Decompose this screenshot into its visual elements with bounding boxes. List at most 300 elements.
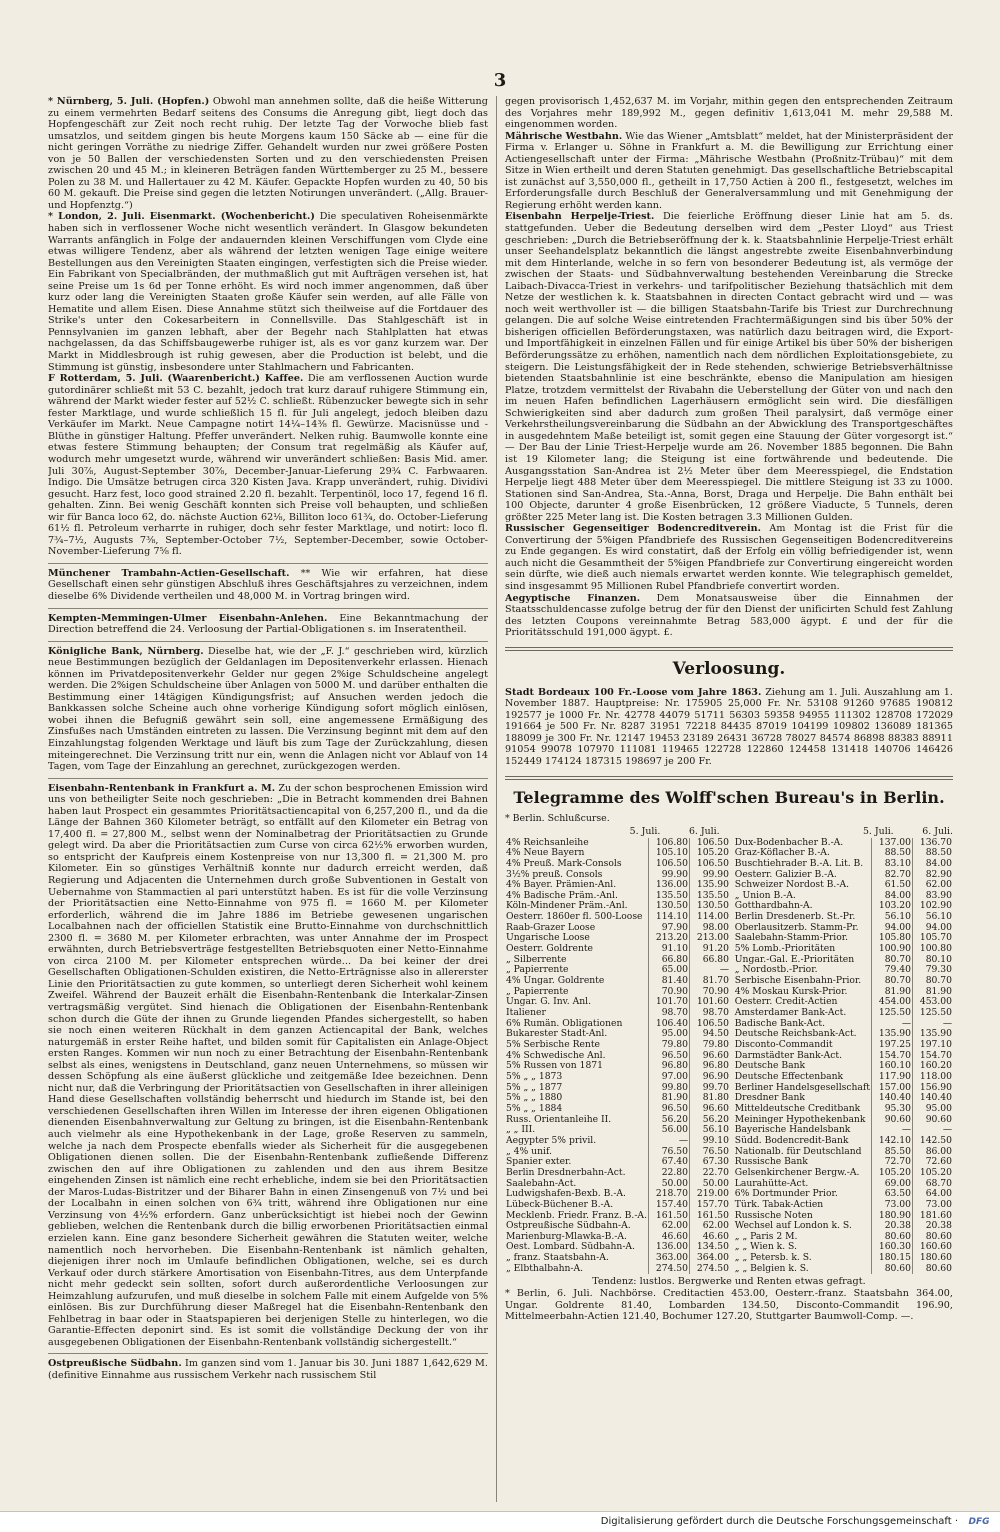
article-heading: Russischer Gegenseitiger Bodencreditverein. [505,523,762,535]
security-name: Darmstädter Bank-Act. [734,1050,843,1061]
price-july-5: 114.10 [649,912,690,923]
article-heading: Kempten-Memmingen-Ulmer Eisenbahn-Anlehen. [48,612,328,624]
quote-row [734,1008,953,1019]
security-name: „ Elbthalbahn-A. [506,1263,584,1274]
security-name: Ungar.-Gal. E.-Prioritäten [734,954,855,965]
article-text: Wie das Wiener „Amtsblatt“ meldet, hat der Ministerpräsident der Firma v. Erlanger u. Söhne in Frankfurt a. M. die Bewilligung zur Errichtung einer Actiengesellschaft unter der Firma: „Mährische Westbahn (Proßnitz-Trübau)“ mit dem Sitze in Wien ertheilt und deren Statuten genehmigt. Das gesellschaftliche Betriebscapital ist zunächst auf 3,550,000 fl., getheilt in 17,750 Actien à 200 fl., festgesetzt, welches im Erforderungsfalle durch Beschluß der Generalversammlung und mit Genehmigung der Regierung erhöht werden kann. [505,130,953,211]
security-name: Nationalb. für Deutschland [734,1146,862,1157]
quote-row [734,976,953,987]
price-july-5: 97.90 [649,923,690,934]
security-name: Deutsche Bank [734,1061,806,1072]
price-july-6: 157.70 [690,1200,731,1211]
quote-row [505,955,730,966]
date-col-2: 6. Juli. [688,825,720,837]
price-july-5: 81.90 [872,987,913,998]
price-july-5: 83.10 [872,859,913,870]
price-july-6: 105.20 [913,1168,954,1179]
quote-row [734,1147,953,1158]
security-name: 4% Moskau Kursk-Prior. [734,986,848,997]
article-separator [48,641,488,642]
price-july-6: 161.50 [690,1211,731,1222]
security-name: Mecklenb. Friedr. Franz. B.-A. [506,1210,647,1221]
price-july-6: 125.50 [913,1008,954,1019]
security-name: Raab-Grazer Loose [506,922,596,933]
quote-date-header [505,826,953,837]
quote-row [505,1125,730,1136]
quote-row [505,1051,730,1062]
price-july-5: 76.50 [649,1147,690,1158]
security-name: Deutsche Reichsbank-Act. [734,1029,857,1040]
security-name: „ Papierrente [506,965,569,976]
price-july-6: 76.50 [690,1147,731,1158]
price-july-6: 70.90 [690,987,731,998]
quote-row [505,1061,730,1072]
quote-row [505,997,730,1008]
price-july-5: 81.90 [649,1093,690,1104]
price-july-6: 98.70 [690,1008,731,1019]
article-text: gegen provisorisch 1,452,637 M. im Vorjahr, mithin gegen den entsprechenden Zeitraum des Vorjahres mehr 189,992 M., gegen definitiv 1,613,041 M. mehr 29,588 M. eingenommen worden. [505,96,953,131]
security-name: „ Nordostb.-Prior. [734,965,818,976]
quote-row [505,1264,730,1275]
quote-row [734,1136,953,1147]
security-name: Russische Bank [734,1157,808,1168]
price-july-6: 80.60 [913,1264,954,1275]
security-name: Oest. Lombard. Südbahn-A. [506,1242,635,1253]
price-july-6: 79.30 [913,965,954,976]
quote-row [505,965,730,976]
security-name: „ Silberrente [506,954,567,965]
price-july-5: 105.20 [872,1168,913,1179]
quote-row [734,955,953,966]
article-text: Die am verflossenen Auction wurde gutordinärer schließt mit 53 C. bezahlt, jedoch trat kurz darauf ruhigere Stimmung ein, während der Markt wieder fester auf 52½ C. schließt. Rübenzucker bewegte sich in sehr fester Marktlage, und wurde schließlich 15 fl. für Juli angelegt, jedoch bleiben dazu Verkäufer im Markt. Neue Campagne notirt 14¼–14⅜ fl. Gewürze. Macisnüsse und -Blüthe in günstiger Haltung. Pfeffer unverändert. Nelken ruhig. Baumwolle konnte eine etwas festere Stimmung behaupten; der Consum trat regelmäßig als Käufer auf, wodurch mehr umgesetzt wurde, während wir unverändert schließen: Basis Mid. amer. Juli 30⅞, August-September 30⅞, December-Januar-Lieferung 29¾ C. Farbwaaren. Indigo. Die Umsätze betrugen circa 320 Kisten Java. Krapp unverändert, ruhig. Dividivi gesucht. Harz fest, loco good strained 2.20 fl. bezahlt. Terpentinöl, loco 17, fegend 16 fl. gehalten. Zinn. Bei wenig Geschäft konnten sich Preise voll behaupten, und schließen wir für Banca loco 62, do. nächste Auction 62⅛, Billiton loco 61¾, do. October-Lieferung 61½ fl. Petroleum verharrte in ruhiger, doch sehr fester Marktlage, und notirt: loco fl. 7¾–7½, Augusts 7⅜, September-October 7½, September-December, sowie October-November-Lieferung 7⅝ fl. [48,373,488,558]
price-july-5: 154.70 [872,1051,913,1062]
price-july-6: 64.00 [913,1189,954,1200]
price-july-6: 81.70 [690,976,731,987]
price-july-6: 135.90 [690,880,731,891]
security-name: Gotthardbahn-A. [734,901,813,912]
quote-row [734,1115,953,1126]
article-heading: Eisenbahn-Rentenbank in Frankfurt a. M. [48,782,276,794]
article-heading: Königliche Bank, Nürnberg. [48,645,204,657]
quote-row [505,1168,730,1179]
security-name: Mitteldeutsche Creditbank [734,1103,861,1114]
section-divider [505,647,953,651]
price-july-5: 82.70 [872,870,913,881]
price-july-6: 453.00 [913,997,954,1008]
security-name: „ Union B.-A. [734,890,796,901]
security-name: Südd. Bodencredit-Bank [734,1135,849,1146]
price-july-6: 142.50 [913,1136,954,1147]
price-july-6: 96.60 [690,1051,731,1062]
price-july-5: 61.50 [872,880,913,891]
price-july-5: 157.00 [872,1083,913,1094]
security-name: Saalebahn-Stamm-Prior. [734,933,849,944]
quote-row [734,1179,953,1190]
security-name: Berlin Dresdnerbahn-Act. [506,1167,626,1178]
price-july-6: — [913,1125,954,1136]
article-text: Dieselbe hat, wie der „F. J.“ geschrieben wird, kürzlich neue Bestimmungen bezüglich der Geldanlagen im Depositenverkehr erlassen. Hienach können im Privatdepositenverkehr Gelder nur gegen 2%ige Schuldscheine angelegt werden. Die 2%igen Schuldscheine über Anlagen von 5000 M. und darüber enthalten die Bestimmung einer 14tägigen Kündigungsfrist; auf Ansuchen werden jedoch die Bankkassen solche Scheine auch ohne vorherige Kündigung sofort möglich einlösen, wobei ihnen die Befugniß gewährt sein soll, eine angemessene Ermäßigung des Zinsfußes nach Umständen eintreten zu lassen. Die Verzinsung beginnt mit dem auf den Einzahlungstag folgenden Werktage und läuft bis zum Tage der Zurückzahlung, diesen miteingerechnet. Die Verzinsung tritt nur ein, wenn die Anlagen nicht vor Ablauf von 14 Tagen, vom Tage der Einzahlung an gerechnet, zurückgezogen werden. [48,645,488,773]
price-july-6: 98.00 [690,923,731,934]
price-july-5: 140.40 [872,1093,913,1104]
article-text: Obwohl man annehmen sollte, daß die heiße Witterung zu einem vermehrten Bedarf seitens des Consums die Anregung gibt, liegt doch das Hopfengeschäft zur Zeit noch recht ruhig. Der letzte Tag der Vorwoche blieb fast umsatzlos, und seitdem gingen bis heute Morgens kaum 150 Säcke ab — eine für die nicht geringen Vorräthe zu niedrige Ziffer. Gehandelt wurden nur zwei größere Posten von je 50 Ballen der verschiedensten Sorten und zu den verschiedensten Preisen zwischen 20 und 45 M.; in kleineren Beträgen fanden Württemberger zu 25 M., bessere Polen zu 38 M. und Hallertauer zu 42 M. Käufer. Gepackte Hopfen wurden zu 40, 50 bis 60 M. gekauft. Die Preise sind gegen die letzten Notirungen unverändert. („Allg. Brauer- und Hopfenztg.“) [48,96,488,211]
price-july-5: 454.00 [872,997,913,1008]
security-name: Ostpreußische Südbahn-A. [506,1221,631,1232]
quote-table-left [505,838,730,1275]
price-july-5: 84.00 [872,891,913,902]
article-heading: Aegyptische Finanzen. [505,592,641,604]
article [505,593,953,639]
price-july-5: 80.60 [872,1232,913,1243]
price-july-6: 83.90 [913,891,954,902]
quote-row [734,1221,953,1232]
quote-row [734,848,953,859]
security-name: Dux-Bodenbacher B.-A. [734,837,844,848]
security-name: Meininger Hypothekenbank [734,1114,866,1125]
price-july-6: 364.00 [690,1253,731,1264]
price-july-5: 218.70 [649,1189,690,1200]
quote-row [505,1136,730,1147]
price-july-6: 156.90 [913,1083,954,1094]
security-name: Bukarester Stadt-Anl. [506,1029,608,1040]
article-heading: Münchener Trambahn-Actien-Gesellschaft. [48,567,290,579]
price-july-5: 97.00 [649,1072,690,1083]
security-name: „ franz. Staatsbahn-A. [506,1253,609,1264]
price-july-6: 99.10 [690,1136,731,1147]
price-july-6: 86.00 [913,1147,954,1158]
price-july-6: 96.80 [690,1061,731,1072]
security-name: Amsterdamer Bank-Act. [734,1008,847,1019]
security-name: 5% Serbische Rente [506,1040,600,1050]
section-divider [505,776,953,780]
page-number: 3 [493,70,507,91]
left-column [48,96,488,1502]
price-july-6: 114.00 [690,912,731,923]
price-july-5: 62.00 [649,1221,690,1232]
price-july-5: 67.40 [649,1157,690,1168]
price-july-5: 101.70 [649,997,690,1008]
security-name: 4% Bayer. Prämien-Anl. [506,880,617,891]
article-text: Im ganzen sind vom 1. Januar bis 30. Juni 1887 1,642,629 M. (definitive Einnahme aus russischem Verkehr nach russischem Stil [48,1358,488,1381]
price-july-5: 135.90 [872,1029,913,1040]
security-name: Russ. Orientanleihe II. [506,1114,612,1125]
price-july-5: 136.00 [649,1242,690,1253]
article [48,373,488,558]
security-name: Ungar. G. Inv. Anl. [506,997,591,1008]
closing-report: * Berlin, 6. Juli. Nachbörse. Creditactien 453.00, Oesterr.-franz. Staatsbahn 364.00, Ungar. Goldrente 81.40, Lombarden 134.50, Disconto-Commandit 196.90, Mittelmeerbahn-Actien 121.40, Bochumer 127.20, Stuttgarter Baumwoll-Comp. —. [505,1287,953,1323]
security-name: Ludwigshafen-Bexb. B.-A. [506,1189,626,1200]
price-july-5: 80.70 [872,976,913,987]
security-name: „ „ III. [506,1125,536,1136]
article [48,96,488,211]
quote-row [734,1168,953,1179]
quote-row [734,1093,953,1104]
price-july-5: 103.20 [872,901,913,912]
right-column [505,96,953,1502]
quote-row [734,1200,953,1211]
article-text: Am Montag ist die Frist für die Convertirung der 5%igen Pfandbriefe des Russischen Gegenseitigen Bodencreditvereins zu Ende gegangen. Es wird constatirt, daß der Erfolg ein völlig befriedigender ist, wenn auch nicht die Gesammtheit der 5%igen Pfandbriefe zur Convertirung eingereicht worden sein dürfte, wie dieß auch niemals erwartet werden konnte. Wie telegraphisch gemeldet, sind insgesammt 95 Millionen Rubel Pfandbriefe convertirt worden. [505,523,953,592]
price-july-5: 160.10 [872,1061,913,1072]
price-july-6: 94.00 [913,923,954,934]
security-name: 6% Rumän. Obligationen [506,1018,623,1029]
price-july-6: 102.90 [913,901,954,912]
price-july-6: 180.60 [913,1253,954,1264]
security-name: 5% „ „ 1884 [506,1103,563,1114]
quote-table-right [734,838,953,1275]
price-july-5: 125.50 [872,1008,913,1019]
security-name: Italiener [506,1008,546,1019]
price-july-6: 140.40 [913,1093,954,1104]
quote-row [734,870,953,881]
quote-row [505,1200,730,1211]
quote-row [734,944,953,955]
security-name: Badische Bank-Act. [734,1018,826,1029]
price-july-6: 66.80 [690,955,731,966]
article-heading: Mährische Westbahn. [505,130,623,142]
price-july-6: 72.60 [913,1157,954,1168]
article [48,646,488,773]
date-col-1: 5. Juli. [862,825,894,837]
quote-row [505,1040,730,1051]
article [505,211,953,523]
price-july-6: 90.60 [913,1115,954,1126]
price-july-5: 66.80 [649,955,690,966]
security-name: Köln-Mindener Präm.-Anl. [506,901,628,912]
dfg-logo: DFG [968,1517,990,1527]
article [48,211,488,373]
price-july-5: 96.80 [649,1061,690,1072]
price-july-6: — [913,1019,954,1030]
article-heading: Ostpreußische Südbahn. [48,1358,182,1370]
price-july-6: 81.90 [913,987,954,998]
price-july-6: 96.90 [690,1072,731,1083]
price-july-5: 106.40 [649,1019,690,1030]
date-columns-left [630,826,720,837]
price-july-5: 160.30 [872,1242,913,1253]
article-heading: Eisenbahn Herpelje-Triest. [505,211,655,223]
article-separator [48,608,488,609]
article-text: Dem Monatsausweise über die Einnahmen der Staatsschuldencasse zufolge betrug der für den Dienst der unificirten Schuld fest Zahlung des letzten Coupons vereinnahmte Betrag 583,000 ägypt. £ und der für die Prioritätsschuld 191,000 ägypt. £. [505,592,953,639]
price-july-6: 160.20 [913,1061,954,1072]
article-text: Die speculativen Roheisenmärkte haben sich in verflossener Woche nicht wesentlich verändert. In Glasgow bekundeten Warrants anfänglich in Folge der andauernden kleinen Verschiffungen vom Clyde eine etwas willigere Tendenz, aber als während der letzten wenigen Tage einige weitere Bestellungen aus den Vereinigten Staaten eingingen, verfestigten sich die Preise wieder. Ein Fabrikant von Specialbränden, der muthmaßlich gut mit Aufträgen versehen ist, hat seine Preise um 1s 6d per Tonne erhöht. Es wird noch immer angenommen, daß über kurz oder lang die Vereinigten Staaten große Käufer sein werden, auf alle Fälle von Hematite und allem Eisen. Diese Annahme stützt sich theilweise auf die Fortdauer des Strike's unter den Cokesarbeitern in Connellsville. Das Stahlgeschäft ist in Pennsylvanien im ganzen lebhaft, aber der Begehr nach Stahlplatten hat etwas nachgelassen, da das Schiffsbaugewerbe ruhiger ist, als es vor ganz kurzem war. Der Markt in Middlesbrough ist ruhig gewesen, aber die Production ist belebt, und die Stimmung ist günstig, insbesondere unter Stahlmachern und Fabricanten. [48,211,488,373]
price-july-5: 99.90 [649,870,690,881]
price-july-6: 91.20 [690,944,731,955]
right-articles [505,96,953,639]
security-name: Deutsche Effectenbank [734,1071,844,1082]
quote-row [505,1211,730,1222]
quote-row [505,1093,730,1104]
price-july-6: 106.50 [690,838,731,849]
security-name: „ „ Paris 2 M. [734,1231,798,1242]
price-july-6: 79.80 [690,1040,731,1051]
price-july-6: 134.50 [690,1242,731,1253]
price-july-5: 20.38 [872,1221,913,1232]
security-name: Oesterr. Galizier B.-A. [734,869,837,880]
security-name: 5% „ „ 1873 [506,1071,563,1082]
security-name: Oberlausitzerb. Stamm-Pr. [734,922,859,933]
article-separator [48,778,488,779]
security-name: 3½% preuß. Consols [506,869,603,880]
security-name: 4% Badische Präm.-Anl. [506,890,618,901]
price-july-5: 73.00 [872,1200,913,1211]
price-july-6: 99.90 [690,870,731,881]
security-name: „ Papierrente [506,986,569,997]
price-july-5: 180.15 [872,1253,913,1264]
security-name: Graz-Köflacher B.-A. [734,848,830,859]
price-july-6: 50.00 [690,1179,731,1190]
quote-row [505,976,730,987]
security-name: 6% Dortmunder Prior. [734,1189,838,1200]
price-july-5: 136.00 [649,880,690,891]
article [505,131,953,212]
security-name: Serbische Eisenbahn-Prior. [734,976,862,987]
verloosung-title: Verloosung. [672,658,786,679]
price-july-5: 142.10 [872,1136,913,1147]
price-july-6: 68.70 [913,1179,954,1190]
security-name: 5% Russen von 1871 [506,1061,603,1072]
quote-row [505,1221,730,1232]
price-july-5: 106.80 [649,838,690,849]
price-july-6: 95.00 [913,1104,954,1115]
security-name: „ „ Petersb. k. S. [734,1253,812,1264]
price-july-5: 157.40 [649,1200,690,1211]
price-july-6: 62.00 [690,1221,731,1232]
price-july-6: 106.50 [690,1019,731,1030]
price-july-5: 90.60 [872,1115,913,1126]
date-col-1: 5. Juli. [629,825,661,837]
security-name: Disconto-Commandit [734,1040,833,1050]
quote-row [505,1157,730,1168]
security-name: 4% Schwedische Anl. [506,1050,606,1061]
security-name: 5% „ „ 1877 [506,1082,563,1093]
security-name: 4% Reichsanleihe [506,837,589,848]
price-july-5: 81.40 [649,976,690,987]
price-july-6: 101.60 [690,997,731,1008]
price-july-6: 135.90 [913,1029,954,1040]
price-july-6: 105.20 [690,848,731,859]
security-name: 4% Ungar. Goldrente [506,976,605,987]
quote-row [505,1019,730,1030]
date-col-2: 6. Juli. [922,825,953,837]
price-july-6: 20.38 [913,1221,954,1232]
price-july-5: 94.00 [872,923,913,934]
price-july-6: 274.50 [690,1264,731,1275]
quote-row [505,1104,730,1115]
article [48,783,488,1349]
security-name: Oesterr. 1860er fl. 500-Loose [506,912,643,923]
quote-row [734,1211,953,1222]
quote-row [505,1115,730,1126]
price-july-5: 100.90 [872,944,913,955]
price-july-5: 63.50 [872,1189,913,1200]
quote-row [734,901,953,912]
quote-row [505,1029,730,1040]
article [48,568,488,603]
verloosung-text: Ziehung am 1. Juli. Auszahlung am 1. November 1887. Hauptpreise: Nr. 175905 25,000 Fr. Nr. 53108 91260 97685 190812 192577 je 1000 Fr. Nr. 42778 44079 51711 56303 59358 94955 111302 128708 172029 191664 je 500 Fr. Nr. 8287 31951 72218 84435 87019 104199 109802 136089 181365 188099 je 300 Fr. Nr. 12147 19453 23189 26431 36728 78027 84574 86898 88383 88911 91054 99078 107970 111081 119465 122728 122860 124458 131418 140706 146426 152449 174124 187315 198697 je 200 Fr. [505,686,953,767]
quote-subheading: * Berlin. Schlußcurse. [505,812,610,824]
price-july-5: 96.50 [649,1051,690,1062]
price-july-5: 80.60 [872,1264,913,1275]
price-july-5: 85.50 [872,1147,913,1158]
security-name: Laurahütte-Act. [734,1178,809,1189]
quote-row [505,933,730,944]
security-name: Lübeck-Büchener B.-A. [506,1199,614,1210]
article-heading: F Rotterdam, 5. Juli. (Waarenbericht.) Kaffee. [48,373,304,385]
price-july-6: 154.70 [913,1051,954,1062]
security-name: 5% Lomb.-Prioritäten [734,944,836,955]
price-july-5: 161.50 [649,1211,690,1222]
price-july-6: 46.60 [690,1232,731,1243]
security-name: Wechsel auf London k. S. [734,1221,852,1232]
price-july-5: 106.50 [649,859,690,870]
article [48,613,488,636]
quote-row [734,912,953,923]
price-july-5: 197.25 [872,1040,913,1051]
security-name: 4% Neue Bayern [506,848,585,859]
security-name: Berliner Handelsgesellschaft [734,1082,870,1093]
quote-row [734,1189,953,1200]
price-july-6: 80.70 [913,976,954,987]
price-july-5: — [872,1125,913,1136]
price-july-5: 98.70 [649,1008,690,1019]
price-july-5: 363.00 [649,1253,690,1264]
price-july-6: 96.60 [690,1104,731,1115]
verloosung-heading: Stadt Bordeaux 100 Fr.-Loose vom Jahre 1863. [505,686,762,698]
price-july-5: 46.60 [649,1232,690,1243]
price-july-5: 91.10 [649,944,690,955]
article-separator [48,563,488,564]
price-july-6: 22.70 [690,1168,731,1179]
price-july-5: 99.80 [649,1083,690,1094]
security-name: Saalebahn-Act. [506,1178,577,1189]
price-july-6: 130.50 [690,901,731,912]
price-july-6: 118.00 [913,1072,954,1083]
security-name: Schweizer Nordost B.-A. [734,880,850,891]
security-name: Bayerische Handelsbank [734,1125,851,1136]
quote-row [734,1264,953,1275]
security-name: Dresdner Bank [734,1093,805,1104]
price-july-5: 105.80 [872,933,913,944]
price-july-5: 213.20 [649,933,690,944]
price-july-5: 80.70 [872,955,913,966]
quote-row [734,1104,953,1115]
footer [0,1511,1000,1532]
price-july-5: 117.90 [872,1072,913,1083]
column-divider [496,96,497,1502]
price-july-6: 99.70 [690,1083,731,1094]
security-name: „ 4% unif. [506,1146,552,1157]
price-july-6: 56.10 [913,912,954,923]
price-july-5: 72.70 [872,1157,913,1168]
price-july-6: 82.90 [913,870,954,881]
price-july-6: 105.70 [913,933,954,944]
price-july-5: 96.50 [649,1104,690,1115]
price-july-5: — [649,1136,690,1147]
footer-text: Digitalisierung gefördert durch die Deutsche Forschungsgemeinschaft · [600,1516,958,1527]
security-name: 5% „ „ 1880 [506,1093,563,1104]
security-name: Oesterr. Credit-Actien [734,997,838,1008]
price-july-5: 70.90 [649,987,690,998]
price-july-5: 56.20 [649,1115,690,1126]
quote-row [505,944,730,955]
security-name: Ungarische Loose [506,933,590,944]
price-july-5: 135.50 [649,891,690,902]
price-july-6: 106.50 [690,859,731,870]
article-separator [48,1353,488,1354]
price-july-5: 95.00 [649,1029,690,1040]
quote-header [505,813,953,824]
security-name: Türk. Tabak-Actien [734,1199,824,1210]
price-july-6: 181.60 [913,1211,954,1222]
